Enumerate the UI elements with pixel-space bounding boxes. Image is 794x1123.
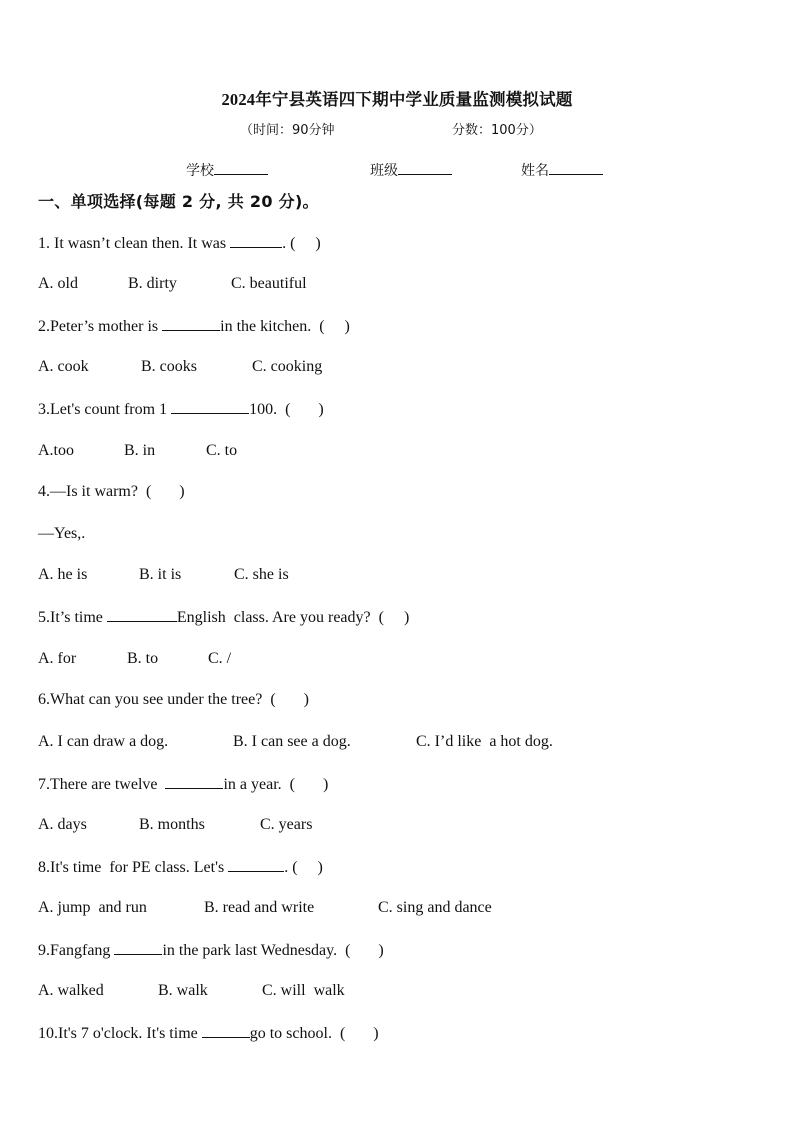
question-4-reply: —Yes,.	[38, 525, 86, 542]
question-5	[38, 608, 409, 627]
question-text: English class. Are you ready? ( )	[176, 609, 410, 626]
section-heading: 一、单项选择(每题 2 分, 共 20 分)。	[38, 192, 319, 211]
answer-blank[interactable]	[171, 400, 249, 414]
option[interactable]: C. sing and dance	[378, 899, 492, 916]
option[interactable]: B. I can see a dog.	[233, 733, 351, 750]
question-text: 100. ( )	[249, 401, 324, 418]
answer-blank[interactable]	[202, 1024, 250, 1038]
name-label: 姓名	[521, 163, 549, 179]
option[interactable]: A. days	[38, 816, 87, 833]
option[interactable]: C. to	[206, 442, 238, 459]
question-10	[38, 1024, 379, 1043]
option[interactable]: C. will walk	[262, 982, 345, 999]
answer-blank[interactable]	[114, 941, 162, 955]
options-4	[38, 566, 289, 584]
answer-blank[interactable]	[162, 317, 220, 331]
option[interactable]: C. beautiful	[231, 275, 307, 292]
option[interactable]: B. in	[124, 442, 156, 459]
option[interactable]: C. I’d like a hot dog.	[416, 733, 553, 750]
page-title: 2024年宁县英语四下期中学业质量监测模拟试题	[221, 90, 573, 109]
question-1	[38, 234, 321, 253]
options-6	[38, 733, 553, 751]
question-8	[38, 858, 323, 877]
option[interactable]: C. /	[208, 650, 232, 667]
question-text: 9.Fangfang	[38, 942, 115, 959]
option[interactable]: B. to	[127, 650, 159, 667]
question-text: 3.Let's count from 1	[38, 401, 172, 418]
options-5	[38, 650, 231, 668]
options-3	[38, 442, 237, 460]
option[interactable]: A. cook	[38, 358, 89, 375]
answer-blank[interactable]	[165, 775, 223, 789]
class-field[interactable]	[370, 160, 452, 180]
question-text: 5.It’s time	[38, 609, 107, 626]
option[interactable]: A.too	[38, 442, 74, 459]
question-7	[38, 775, 328, 794]
option[interactable]: B. read and write	[204, 899, 315, 916]
class-blank[interactable]	[398, 160, 452, 175]
class-label: 班级	[370, 163, 398, 179]
question-text: . ( )	[284, 859, 323, 876]
option[interactable]: B. walk	[158, 982, 208, 999]
name-blank[interactable]	[549, 160, 603, 175]
question-2	[38, 317, 350, 336]
question-text: 2.Peter’s mother is	[38, 318, 163, 335]
option[interactable]: A. old	[38, 275, 78, 292]
option[interactable]: A. for	[38, 650, 77, 667]
answer-blank[interactable]	[230, 234, 282, 248]
option[interactable]: A. I can draw a dog.	[38, 733, 169, 750]
option[interactable]: B. cooks	[141, 358, 197, 375]
question-text: 1. It wasn’t clean then. It was	[38, 235, 231, 252]
answer-blank[interactable]	[228, 858, 284, 872]
option[interactable]: A. he is	[38, 566, 88, 583]
option[interactable]: A. walked	[38, 982, 104, 999]
option[interactable]: A. jump and run	[38, 899, 147, 916]
question-text: in the park last Wednesday. ( )	[162, 942, 384, 959]
question-text: . ( )	[282, 235, 321, 252]
question-4: 4.—Is it warm? ( )	[38, 483, 185, 500]
question-text: 10.It's 7 o'clock. It's time	[38, 1025, 202, 1042]
school-blank[interactable]	[214, 160, 268, 175]
options-1	[38, 275, 307, 293]
answer-blank[interactable]	[107, 608, 177, 622]
school-label: 学校	[186, 163, 214, 179]
option[interactable]: B. dirty	[128, 275, 177, 292]
option[interactable]: B. months	[139, 816, 205, 833]
question-text: 8.It's time for PE class. Let's	[38, 859, 229, 876]
options-7	[38, 816, 312, 834]
question-9	[38, 941, 384, 960]
question-text: 7.There are twelve	[38, 776, 166, 793]
question-6: 6.What can you see under the tree? ( )	[38, 691, 309, 708]
question-text: in a year. ( )	[223, 776, 329, 793]
options-9	[38, 982, 345, 1000]
options-2	[38, 358, 322, 376]
exam-score: 分数：100分）	[452, 123, 542, 138]
option[interactable]: C. she is	[234, 566, 289, 583]
question-text: in the kitchen. ( )	[220, 318, 350, 335]
exam-time: （时间：90分钟	[240, 123, 335, 138]
options-8	[38, 899, 492, 917]
option[interactable]: B. it is	[139, 566, 182, 583]
school-field[interactable]	[186, 160, 268, 180]
option[interactable]: C. cooking	[252, 358, 323, 375]
question-text: go to school. ( )	[249, 1025, 379, 1042]
question-3	[38, 400, 324, 419]
option[interactable]: C. years	[260, 816, 313, 833]
name-field[interactable]	[521, 160, 603, 180]
